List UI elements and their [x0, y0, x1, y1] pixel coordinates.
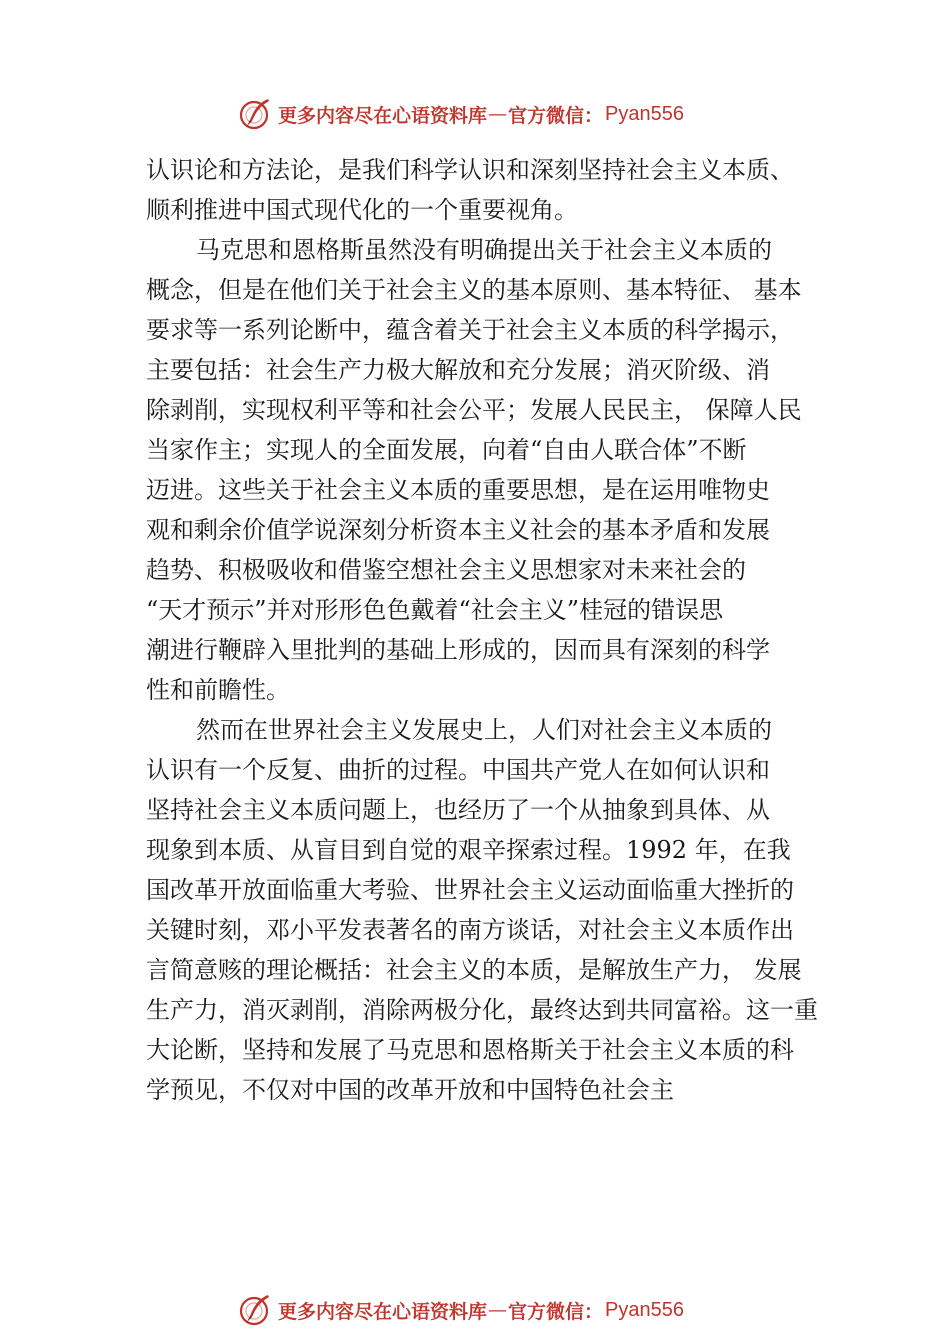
document-body — [146, 150, 826, 1110]
quill-pen-logo-icon — [238, 1292, 274, 1328]
text-line: 坚持社会主义本质问题上，也经历了一个从抽象到具体、从 — [146, 796, 770, 824]
text-line: 顺利推进中国式现代化的一个重要视角。 — [146, 196, 578, 224]
banner-dash: — — [488, 1299, 508, 1321]
text-line: 概念，但是在他们关于社会主义的基本原则、基本特征、 基本 — [146, 276, 802, 304]
text-line: 性和前瞻性。 — [146, 676, 290, 704]
banner-library-text: 更多内容尽在心语资料库 — [278, 1300, 488, 1323]
text-line: 观和剩余价值学说深刻分析资本主义社会的基本矛盾和发展 — [146, 516, 770, 544]
banner-dash: — — [488, 103, 508, 125]
text-line: 趋势、积极吸收和借鉴空想社会主义思想家对未来社会的 — [146, 556, 746, 584]
text-line: 认识有一个反复、曲折的过程。中国共产党人在如何认识和 — [146, 756, 770, 784]
text-line: 国改革开放面临重大考验、世界社会主义运动面临重大挫折的 — [146, 876, 794, 904]
text-line: 潮进行鞭辟入里批判的基础上形成的，因而具有深刻的科学 — [146, 636, 770, 664]
text-line: 大论断，坚持和发展了马克思和恩格斯关于社会主义本质的科 — [146, 1036, 794, 1064]
banner-library-text: 更多内容尽在心语资料库 — [278, 104, 488, 127]
text-line: 现象到本质、从盲目到自觉的艰辛探索过程。1992 年，在我 — [146, 836, 791, 864]
banner-wechat-id: Pyan556 — [605, 102, 684, 125]
header-banner — [238, 94, 684, 134]
text-line: 迈进。这些关于社会主义本质的重要思想，是在运用唯物史 — [146, 476, 770, 504]
text-line: 生产力，消灭剥削，消除两极分化，最终达到共同富裕。这一重 — [146, 996, 818, 1024]
text-line: “天才预示”并对形形色色戴着“社会主义”桂冠的错误思 — [146, 596, 724, 624]
paragraph-start-line: 马克思和恩格斯虽然没有明确提出关于社会主义本质的 — [196, 236, 772, 264]
text-line: 认识论和方法论，是我们科学认识和深刻坚持社会主义本质、 — [146, 156, 794, 184]
text-line: 言简意赅的理论概括：社会主义的本质，是解放生产力， 发展 — [146, 956, 802, 984]
banner-wechat-label: 官方微信： — [508, 1300, 604, 1323]
text-line: 主要包括：社会生产力极大解放和充分发展；消灭阶级、消 — [146, 356, 770, 384]
footer-banner — [238, 1290, 684, 1330]
banner-wechat-id: Pyan556 — [605, 1298, 684, 1321]
text-line: 要求等一系列论断中，蕴含着关于社会主义本质的科学揭示， — [146, 316, 794, 344]
text-line: 学预见，不仅对中国的改革开放和中国特色社会主 — [146, 1076, 674, 1104]
text-line: 关键时刻，邓小平发表著名的南方谈话，对社会主义本质作出 — [146, 916, 794, 944]
banner-wechat-label: 官方微信： — [508, 104, 604, 127]
paragraph-start-line: 然而在世界社会主义发展史上，人们对社会主义本质的 — [196, 716, 772, 744]
quill-pen-logo-icon — [238, 96, 274, 132]
text-line: 当家作主；实现人的全面发展，向着“自由人联合体”不断 — [146, 436, 747, 464]
text-line: 除剥削，实现权利平等和社会公平；发展人民民主， 保障人民 — [146, 396, 802, 424]
